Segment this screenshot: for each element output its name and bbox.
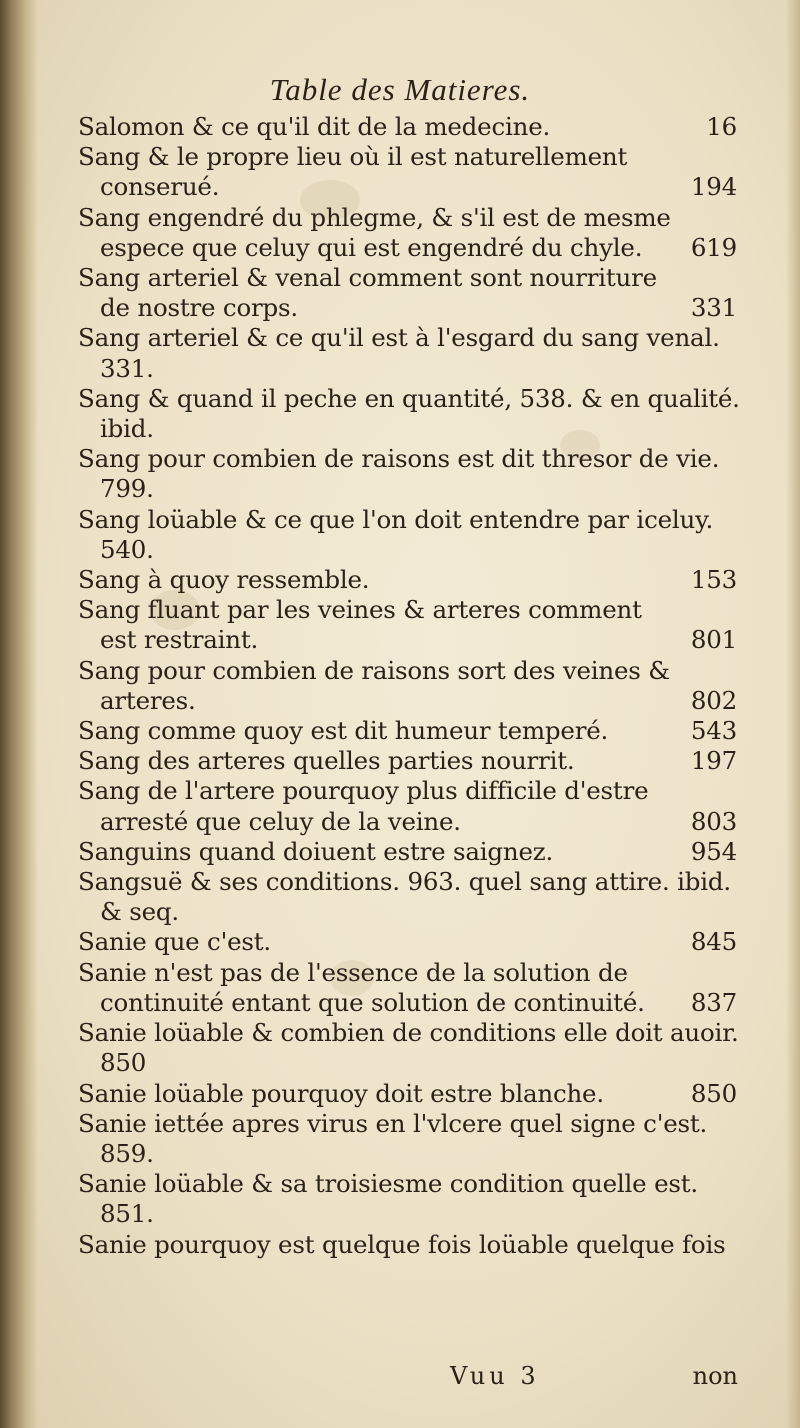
- index-entry: Sang pour combien de raisons est dit thresor de vie. 799.: [78, 444, 720, 504]
- index-entry: Sang & quand il peche en quantité, 538. & en qualité. ibid.: [78, 383, 740, 444]
- index-entry: Sanie iettée apres virus en l'vlcere quel signe c'est. 859.: [78, 1108, 708, 1168]
- index-entry: Sang arteriel & ce qu'il est à l'esgard du sang venal. 331.: [78, 323, 720, 383]
- index-entry: Sanguins quand doiuent estre saignez. 954: [78, 836, 737, 866]
- page-ref: 197: [690, 746, 737, 776]
- index-entry: Sanie loüable & combien de conditions elle doit auoir. 850: [78, 1018, 739, 1078]
- page-ref: 543: [690, 716, 737, 746]
- page-ref: 801: [690, 625, 737, 655]
- page-ref: 850: [690, 1078, 737, 1108]
- index-entries: [78, 112, 743, 1260]
- page-ref: 837: [690, 987, 737, 1017]
- page-ref: 331: [690, 293, 737, 323]
- index-entry: Sang fluant par les veines & arteres comment est restraint. 801: [78, 595, 737, 655]
- index-entry: Sang à quoy ressemble. 153: [78, 565, 737, 595]
- page-ref: 803: [690, 806, 737, 836]
- index-entry: Sang arteriel & venal comment sont nourriture de nostre corps. 331: [78, 263, 737, 323]
- index-entry: Sangsuë & ses conditions. 963. quel sang attire. ibid. & seq.: [78, 867, 731, 927]
- page-ref: 153: [690, 565, 737, 595]
- index-entry: Sang engendré du phlegme, & s'il est de mesme espece que celuy qui est engendré du chyle. 619: [78, 202, 737, 262]
- page-edge: [786, 0, 800, 1428]
- catchword: non: [692, 1362, 738, 1390]
- index-entry: Sanie n'est pas de l'essence de la solution de continuité entant que solution de continuité. 837: [78, 957, 737, 1017]
- index-entry: Sanie loüable pourquoy doit estre blanche. 850: [78, 1078, 737, 1108]
- signature-mark: Vuu 3: [450, 1362, 540, 1390]
- page-ref: 845: [690, 927, 737, 957]
- index-entry: Sang comme quoy est dit humeur temperé. 543: [78, 716, 737, 746]
- index-entry: Salomon & ce qu'il dit de la medecine. 16: [78, 112, 737, 141]
- index-entry: Sang loüable & ce que l'on doit entendre par iceluy. 540.: [78, 504, 714, 564]
- index-entry: Sang & le propre lieu où il est naturellement conserué. 194: [78, 142, 737, 202]
- index-entry: Sang de l'artere pourquoy plus difficile d'estre arresté que celuy de la veine. 803: [78, 776, 737, 836]
- page-ref: 194: [690, 172, 737, 202]
- index-entry: Sanie loüable & sa troisiesme condition quelle est. 851.: [78, 1169, 698, 1229]
- index-entry: Sanie que c'est. 845: [78, 927, 737, 957]
- binding-gutter: [0, 0, 38, 1428]
- page-ref: 954: [690, 836, 737, 866]
- index-entry: Sang pour combien de raisons sort des veines & arteres. 802: [78, 655, 737, 715]
- page-ref: 802: [690, 685, 737, 715]
- page-ref: 16: [706, 112, 737, 141]
- index-entry: Sang des arteres quelles parties nourrit. 197: [78, 746, 737, 776]
- index-entry: Sanie pourquoy est quelque fois loüable quelque fois: [78, 1229, 726, 1259]
- page-title: Table des Matieres.: [269, 72, 531, 107]
- page-ref: 619: [690, 232, 737, 262]
